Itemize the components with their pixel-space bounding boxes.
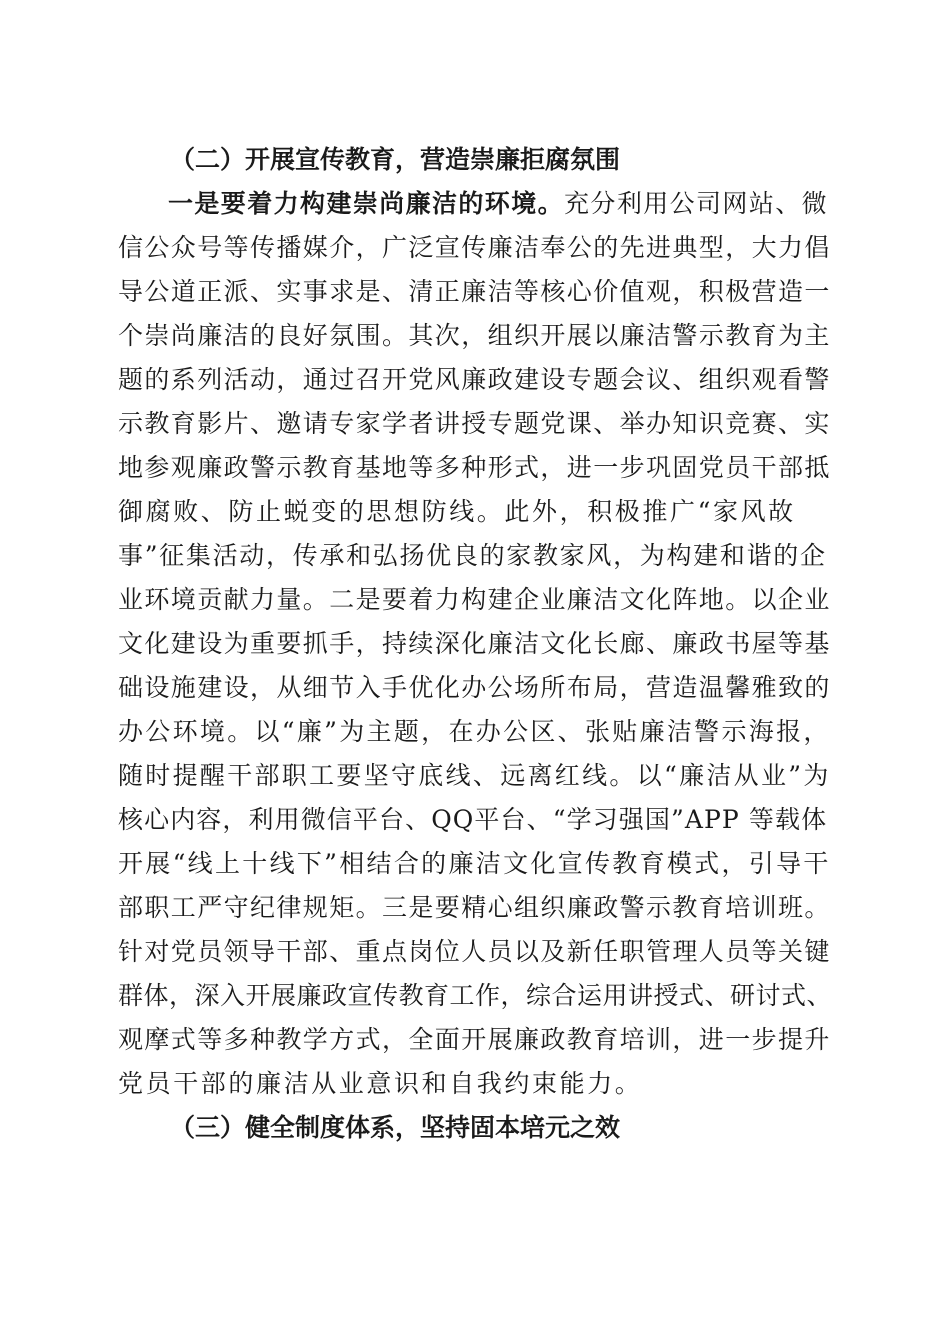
paragraph-line: 地参观廉政警示教育基地等多种形式，进一步巩固党员干部抵	[118, 453, 831, 482]
paragraph-line: 础设施建设，从细节入手优化办公场所布局，营造温馨雅致的	[118, 673, 831, 702]
section-heading-2: （二）开展宣传教育，营造崇廉拒腐氛围	[170, 145, 621, 174]
paragraph-line: 党员干部的廉洁从业意识和自我约束能力。	[118, 1069, 643, 1098]
paragraph-line: 导公道正派、实事求是、清正廉洁等核心价值观，积极营造一	[118, 277, 831, 306]
paragraph-line: 办公环境。以“廉”为主题，在办公区、张贴廉洁警示海报，	[118, 717, 831, 746]
body-paragraph	[118, 182, 833, 1106]
paragraph-line: 示教育影片、邀请专家学者讲授专题党课、举办知识竞赛、实	[118, 409, 831, 438]
paragraph-line: 开展“线上十线下”相结合的廉洁文化宣传教育模式，引导干	[118, 849, 831, 878]
paragraph-line: 事”征集活动，传承和弘扬优良的家教家风，为构建和谐的企	[118, 541, 827, 570]
paragraph-line	[118, 182, 833, 226]
paragraph-line: 针对党员领导干部、重点岗位人员以及新任职管理人员等关键	[118, 937, 831, 966]
paragraph-line: 个崇尚廉洁的良好氛围。其次，组织开展以廉洁警示教育为主	[118, 321, 831, 350]
document-page	[118, 138, 833, 1150]
lead-sentence: 一是要着力构建崇尚廉洁的环境。	[168, 189, 565, 218]
paragraph-line: 信公众号等传播媒介，广泛宣传廉洁奉公的先进典型，大力倡	[118, 233, 831, 262]
paragraph-line: 观摩式等多种教学方式，全面开展廉政教育培训，进一步提升	[118, 1025, 831, 1054]
paragraph-line: 随时提醒干部职工要坚守底线、远离红线。以“廉洁从业”为	[118, 761, 831, 790]
paragraph-line: 群体，深入开展廉政宣传教育工作，综合运用讲授式、研讨式、	[118, 981, 833, 1010]
paragraph-line: 御腐败、防止蜕变的思想防线。此外，积极推广“家风故	[118, 497, 796, 526]
paragraph-line: 业环境贡献力量。二是要着力构建企业廉洁文化阵地。以企业	[118, 585, 831, 614]
paragraph-line: 题的系列活动，通过召开党风廉政建设专题会议、组织观看警	[118, 365, 831, 394]
paragraph-line: 部职工严守纪律规矩。三是要精心组织廉政警示教育培训班。	[118, 893, 831, 922]
section-heading-3: （三）健全制度体系，坚持固本培元之效	[170, 1113, 621, 1142]
paragraph-line: 核心内容，利用微信平台、QQ平台、“学习强国”APP 等载体	[118, 805, 828, 834]
line-text: 充分利用公司网站、微	[564, 189, 829, 218]
paragraph-line: 文化建设为重要抓手，持续深化廉洁文化长廊、廉政书屋等基	[118, 629, 831, 658]
